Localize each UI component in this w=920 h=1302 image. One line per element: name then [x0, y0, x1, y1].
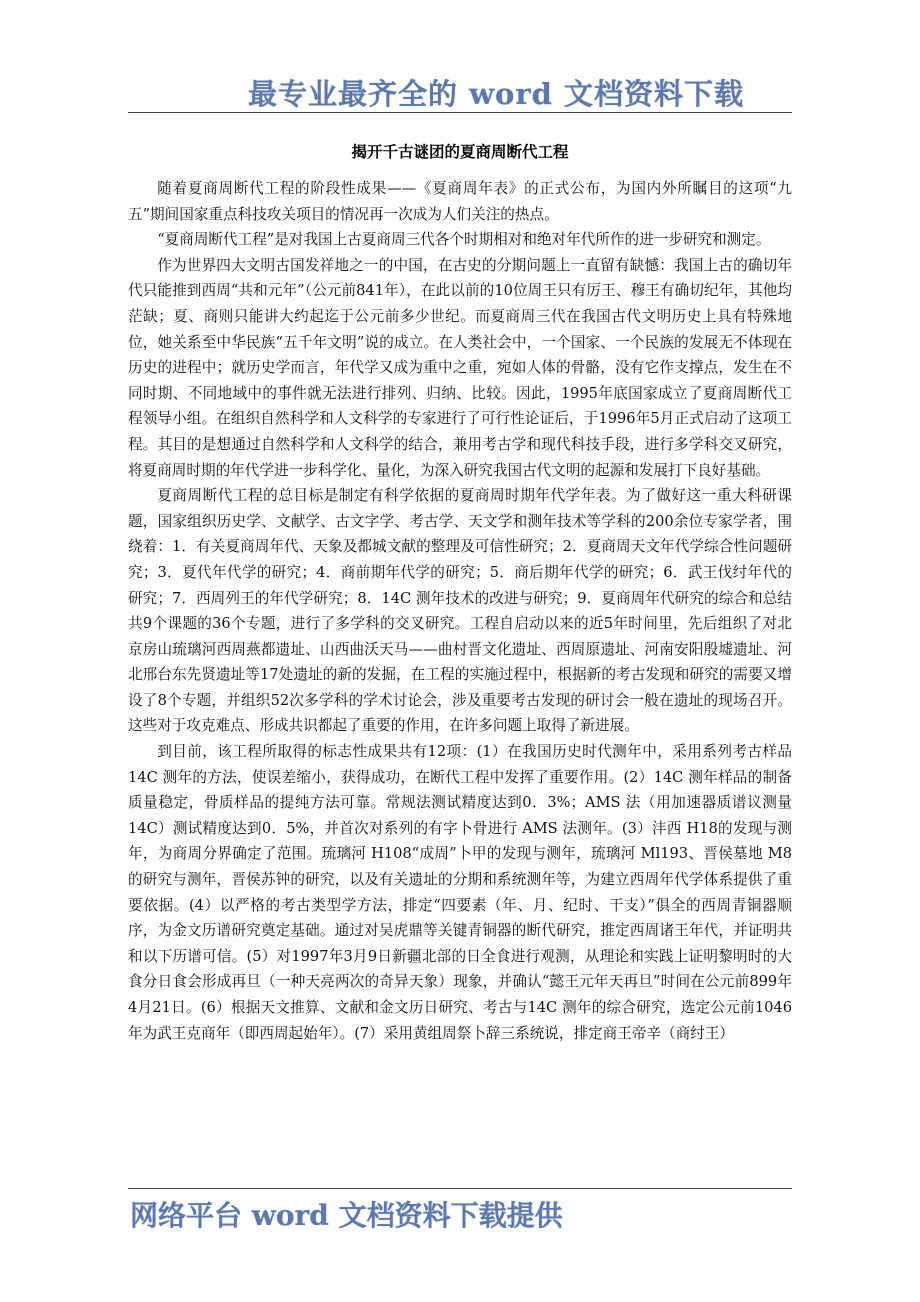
- header-divider: [128, 112, 792, 113]
- header-banner: 最专业最齐全的 word 文档资料下载: [248, 77, 745, 111]
- footer-banner: 网络平台 word 文档资料下载提供: [130, 1199, 563, 1232]
- footer-divider: [128, 1188, 792, 1189]
- paragraph-1: 随着夏商周断代工程的阶段性成果——《夏商周年表》的正式公布，为国内外所瞩目的这项“九五”期间国家重点科技攻关项目的情况再一次成为人们关注的热点。: [128, 180, 792, 223]
- paragraph-3: 作为世界四大文明古国发祥地之一的中国，在古史的分期问题上一直留有缺憾：我国上古的确切年代只能推到西周“共和元年”（公元前841年），在此以前的10位周王只有厉王、穆王有确切纪年，其他均茫缺；夏、商则只能讲大约起迄于公元前多少世纪。而夏商周三代在我国古代文明历史上具有特殊地位，她关系至中华民族“五千年文明”说的成立。在人类社会中，一个国家、一个民族的发展无不体现在历史的进程中；就历史学而言，年代学又成为重中之重，宛如人体的骨骼，没有它作支撑点，发生在不同时期、不同地域中的事件就无法进行排列、归纳、比较。因此，1995年底国家成立了夏商周断代工程领导小组。在组织自然科学和人文科学的专家进行了可行性论证后，于1996年5月正式启动了这项工程。其目的是想通过自然科学和人文科学的结合，兼用考古学和现代科技手段，进行多学科交叉研究，将夏商周时期的年代学进一步科学化、量化，为深入研究我国古代文明的起源和发展打下良好基础。: [128, 256, 792, 479]
- article-body: [128, 176, 792, 1046]
- paragraph-5: 到目前，该工程所取得的标志性成果共有12项：(1）在我国历史时代测年中，采用系列考古样品14C 测年的方法，使误差缩小，获得成功，在断代工程中发挥了重要作用。(2）14C 测年样品的制备质量稳定，骨质样品的提纯方法可靠。常规法测试精度达到0．3%；AMS 法（用加速器质谱议测量14C）测试精度达到0．5%，并首次对系列的有字卜骨进行 AMS 法测年。(3）沣西 H18的发现与测年，为商周分界确定了范围。琉璃河 H108“成周”卜甲的发现与测年，琉璃河 Ml193、晋侯墓地 M8的研究与测年，晋侯苏钟的研究，以及有关遗址的分期和系统测年等，为建立西周年代学体系提供了重要依据。(4）以严格的考古类型学方法，排定“四要素（年、月、纪时、干支）”俱全的西周青铜器顺序，为金文历谱研究奠定基础。通过对吴虎鼎等关键青铜器的断代研究，推定西周诸王年代，并证明共和以下历谱可信。(5）对1997年3月9日新疆北部的日全食进行观测，从理论和实践上证明黎明时的大食分日食会形成再旦（一种天亮两次的奇异天象）现象，并确认“懿王元年天再旦”时间在公元前899年4月21日。(6）根据天文推算、文献和金文历日研究、考古与14C 测年的综合研究，选定公元前1046年为武王克商年（即西周起始年）。(7）采用黄组周祭卜辞三系统说，排定商王帝辛（商纣王）: [128, 743, 792, 1042]
- page-title: 揭开千古谜团的夏商周断代工程: [351, 143, 569, 161]
- paragraph-2: “夏商周断代工程”是对我国上古夏商周三代各个时期相对和绝对年代所作的进一步研究和测定。: [157, 231, 771, 249]
- paragraph-4: 夏商周断代工程的总目标是制定有科学依据的夏商周时期年代学年表。为了做好这一重大科研课题，国家组织历史学、文献学、古文字学、考古学、天文学和测年技术等学科的200余位专家学者，围绕着：1．有关夏商周年代、天象及都城文献的整理及可信性研究；2．夏商周天文年代学综合性问题研究；3．夏代年代学的研究；4．商前期年代学的研究；5．商后期年代学的研究；6．武王伐纣年代的研究；7．西周列王的年代学研究；8．14C 测年技术的改进与研究；9．夏商周年代研究的综合和总结共9个课题的36个专题，进行了多学科的交叉研究。工程自启动以来的近5年时间里，先后组织了对北京房山琉璃河西周燕都遗址、山西曲沃天马——曲村晋文化遗址、西周原遗址、河南安阳殷墟遗址、河北邢台东先贤遗址等17处遗址的新的发掘，在工程的实施过程中，根据新的考古发现和研究的需要又增设了8个专题，并组织52次多学科的学术讨论会，涉及重要考古发现的研讨会一般在遗址的现场召开。这些对于攻克难点、形成共识都起了重要的作用，在许多问题上取得了新进展。: [128, 487, 792, 735]
